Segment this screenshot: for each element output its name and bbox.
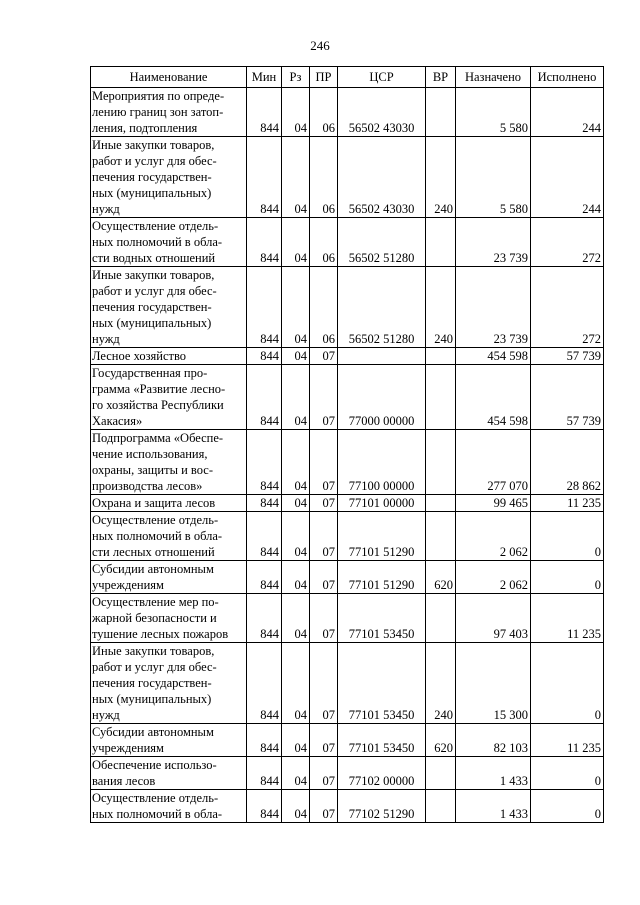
column-header-pr: ПР	[310, 67, 338, 88]
table-row	[91, 430, 604, 495]
table-header-row	[91, 67, 604, 88]
cell-executed: 0	[531, 790, 604, 823]
cell-min: 844	[247, 348, 282, 365]
cell-vr	[426, 495, 456, 512]
cell-name: Осуществление отдель- ных полномочий в обла-	[91, 790, 247, 823]
table-row	[91, 724, 604, 757]
cell-csr: 77101 53450	[338, 594, 426, 643]
cell-pr: 06	[310, 267, 338, 348]
cell-min: 844	[247, 137, 282, 218]
cell-name: Иные закупки товаров, работ и услуг для обес- печения государствен- ных (муниципальных) нужд	[91, 137, 247, 218]
page-number: 246	[310, 38, 330, 53]
cell-csr: 77101 00000	[338, 495, 426, 512]
table-body	[91, 88, 604, 823]
cell-executed: 272	[531, 218, 604, 267]
cell-csr: 77100 00000	[338, 430, 426, 495]
cell-csr	[338, 348, 426, 365]
cell-name: Субсидии автономным учреждениям	[91, 724, 247, 757]
cell-vr: 240	[426, 267, 456, 348]
table-row	[91, 495, 604, 512]
cell-min: 844	[247, 495, 282, 512]
cell-rz: 04	[282, 643, 310, 724]
cell-name: Осуществление мер по- жарной безопасности и тушение лесных пожаров	[91, 594, 247, 643]
cell-executed: 57 739	[531, 365, 604, 430]
cell-assigned: 97 403	[456, 594, 531, 643]
cell-csr: 77101 51290	[338, 512, 426, 561]
cell-pr: 07	[310, 512, 338, 561]
cell-rz: 04	[282, 512, 310, 561]
cell-name: Государственная про- грамма «Развитие лесно- го хозяйства Республики Хакасия»	[91, 365, 247, 430]
column-header-csr: ЦСР	[338, 67, 426, 88]
cell-csr: 77101 53450	[338, 643, 426, 724]
cell-executed: 28 862	[531, 430, 604, 495]
cell-name: Мероприятия по опреде- лению границ зон затоп- ления, подтопления	[91, 88, 247, 137]
cell-vr	[426, 430, 456, 495]
cell-min: 844	[247, 267, 282, 348]
table-row	[91, 137, 604, 218]
cell-min: 844	[247, 561, 282, 594]
cell-min: 844	[247, 757, 282, 790]
cell-min: 844	[247, 88, 282, 137]
cell-pr: 07	[310, 724, 338, 757]
cell-assigned: 5 580	[456, 88, 531, 137]
cell-executed: 11 235	[531, 724, 604, 757]
cell-rz: 04	[282, 348, 310, 365]
table-row	[91, 218, 604, 267]
cell-csr: 77102 51290	[338, 790, 426, 823]
cell-executed: 0	[531, 757, 604, 790]
column-header-executed: Исполнено	[531, 67, 604, 88]
cell-pr: 07	[310, 643, 338, 724]
cell-csr: 56502 51280	[338, 267, 426, 348]
cell-assigned: 5 580	[456, 137, 531, 218]
table-row	[91, 790, 604, 823]
table-row	[91, 88, 604, 137]
cell-pr: 07	[310, 365, 338, 430]
table-row	[91, 512, 604, 561]
cell-executed: 0	[531, 512, 604, 561]
cell-min: 844	[247, 724, 282, 757]
cell-vr	[426, 88, 456, 137]
cell-name: Иные закупки товаров, работ и услуг для обес- печения государствен- ных (муниципальных) нужд	[91, 267, 247, 348]
table-row	[91, 594, 604, 643]
cell-csr: 77101 51290	[338, 561, 426, 594]
cell-pr: 07	[310, 757, 338, 790]
cell-assigned: 2 062	[456, 512, 531, 561]
cell-name: Лесное хозяйство	[91, 348, 247, 365]
cell-csr: 77000 00000	[338, 365, 426, 430]
cell-csr: 56502 43030	[338, 137, 426, 218]
column-header-min: Мин	[247, 67, 282, 88]
cell-assigned: 99 465	[456, 495, 531, 512]
cell-vr: 620	[426, 724, 456, 757]
cell-vr	[426, 218, 456, 267]
cell-min: 844	[247, 643, 282, 724]
cell-assigned: 277 070	[456, 430, 531, 495]
cell-executed: 0	[531, 561, 604, 594]
cell-executed: 11 235	[531, 495, 604, 512]
cell-pr: 06	[310, 137, 338, 218]
cell-executed: 244	[531, 88, 604, 137]
cell-csr: 56502 51280	[338, 218, 426, 267]
cell-name: Иные закупки товаров, работ и услуг для обес- печения государствен- ных (муниципальных) нужд	[91, 643, 247, 724]
cell-executed: 244	[531, 137, 604, 218]
cell-executed: 0	[531, 643, 604, 724]
cell-vr	[426, 348, 456, 365]
cell-assigned: 454 598	[456, 365, 531, 430]
cell-executed: 11 235	[531, 594, 604, 643]
cell-executed: 272	[531, 267, 604, 348]
table-row	[91, 348, 604, 365]
cell-pr: 07	[310, 430, 338, 495]
cell-rz: 04	[282, 724, 310, 757]
cell-vr: 620	[426, 561, 456, 594]
cell-name: Охрана и защита лесов	[91, 495, 247, 512]
cell-rz: 04	[282, 790, 310, 823]
cell-rz: 04	[282, 594, 310, 643]
cell-min: 844	[247, 365, 282, 430]
cell-name: Осуществление отдель- ных полномочий в обла- сти лесных отношений	[91, 512, 247, 561]
cell-min: 844	[247, 790, 282, 823]
cell-vr	[426, 512, 456, 561]
cell-min: 844	[247, 594, 282, 643]
cell-vr	[426, 594, 456, 643]
cell-rz: 04	[282, 430, 310, 495]
cell-rz: 04	[282, 495, 310, 512]
cell-rz: 04	[282, 267, 310, 348]
cell-name: Субсидии автономным учреждениям	[91, 561, 247, 594]
cell-vr	[426, 757, 456, 790]
cell-pr: 07	[310, 594, 338, 643]
cell-pr: 07	[310, 348, 338, 365]
cell-pr: 06	[310, 88, 338, 137]
cell-vr	[426, 790, 456, 823]
table-row	[91, 365, 604, 430]
cell-min: 844	[247, 512, 282, 561]
cell-pr: 06	[310, 218, 338, 267]
cell-rz: 04	[282, 218, 310, 267]
column-header-name: Наименование	[91, 67, 247, 88]
cell-vr: 240	[426, 643, 456, 724]
column-header-vr: ВР	[426, 67, 456, 88]
table-row	[91, 757, 604, 790]
budget-table	[90, 66, 604, 823]
cell-assigned: 82 103	[456, 724, 531, 757]
cell-name: Обеспечение использо- вания лесов	[91, 757, 247, 790]
cell-pr: 07	[310, 561, 338, 594]
cell-name: Подпрограмма «Обеспе- чение использования, охраны, защиты и вос- производства лесов»	[91, 430, 247, 495]
table-row	[91, 561, 604, 594]
cell-csr: 56502 43030	[338, 88, 426, 137]
table-row	[91, 643, 604, 724]
cell-pr: 07	[310, 790, 338, 823]
cell-rz: 04	[282, 137, 310, 218]
cell-name: Осуществление отдель- ных полномочий в обла- сти водных отношений	[91, 218, 247, 267]
table-row	[91, 267, 604, 348]
cell-min: 844	[247, 218, 282, 267]
cell-vr: 240	[426, 137, 456, 218]
cell-assigned: 2 062	[456, 561, 531, 594]
cell-csr: 77102 00000	[338, 757, 426, 790]
cell-assigned: 15 300	[456, 643, 531, 724]
cell-pr: 07	[310, 495, 338, 512]
cell-assigned: 1 433	[456, 790, 531, 823]
cell-assigned: 23 739	[456, 267, 531, 348]
cell-rz: 04	[282, 365, 310, 430]
cell-executed: 57 739	[531, 348, 604, 365]
cell-rz: 04	[282, 561, 310, 594]
column-header-assigned: Назначено	[456, 67, 531, 88]
cell-assigned: 454 598	[456, 348, 531, 365]
cell-csr: 77101 53450	[338, 724, 426, 757]
cell-rz: 04	[282, 757, 310, 790]
column-header-rz: Рз	[282, 67, 310, 88]
cell-assigned: 23 739	[456, 218, 531, 267]
cell-vr	[426, 365, 456, 430]
cell-assigned: 1 433	[456, 757, 531, 790]
cell-rz: 04	[282, 88, 310, 137]
cell-min: 844	[247, 430, 282, 495]
